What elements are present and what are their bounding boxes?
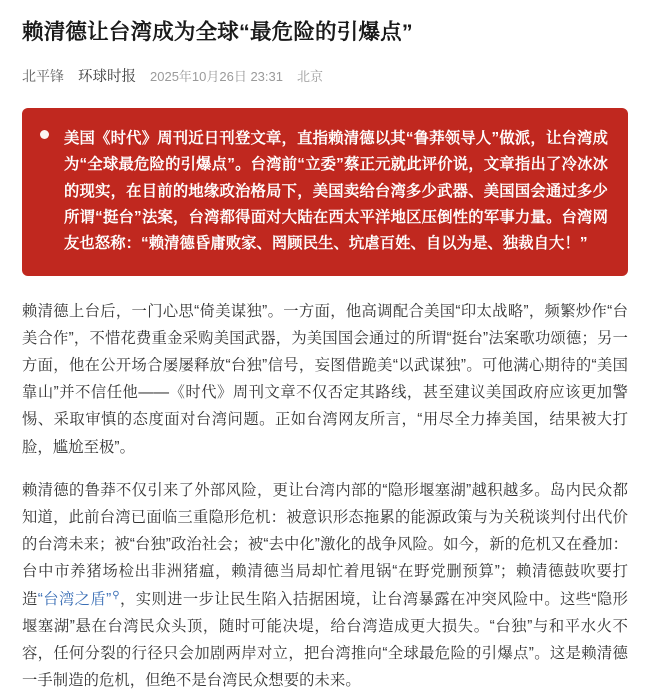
paragraph-text-part-1: 赖清德的鲁莽不仅引来了外部风险，更让台湾内部的“隐形堰塞湖”越积越多。岛内民众都知道，此前台湾已面临三重隐形危机：被意识形态拖累的能源政策与为关税谈判付出代价的台湾未来；被“台独”政治社会；被“去中化”激化的战争风险。如今，新的危机又在叠加：台中市养猪场检出非洲猪瘟，赖清德当局却忙着甩锅“在野党删预算”；赖清德鼓吹要打造 [22,481,628,608]
byline-author: 北平锋 [22,67,64,84]
byline [22,65,628,86]
byline-location: 北京 [296,69,323,85]
bullet-dot-icon [40,130,49,139]
search-icon[interactable]: ⚲ [112,589,120,601]
highlight-callout [22,108,628,275]
paragraph-text: 赖清德上台后，一门心思“倚美谋独”。一方面，他高调配合美国“印太战略”，频繁炒作“台美合作”，不惜花费重金采购美国武器，为美国国会通过的所谓“挺台”法案歌功颂德；另一方面，他在公开场合屡屡释放“台独”信号，妄图借跪美“以武谋独”。可他满心期待的“美国靠山”并不信任他——《时代》周刊文章不仅否定其路线，甚至建议美国政府应该更加警惕、采取审慎的态度面对台湾问题。正如台湾网友所言，“用尽全力捧美国，结果被大打脸，尴尬至极”。 [22,302,628,456]
highlight-text: 美国《时代》周刊近日刊登文章，直指赖清德以其“鲁莽领导人”做派，让台湾成为“全球最危险的引爆点”。台湾前“立委”蔡正元就此评价说，文章指出了冷冰冰的现实，在目前的地缘政治格局下，美国卖给台湾多少武器、美国国会通过多少所谓“挺台”法案，台湾都得面对大陆在西太平洋地区压倒性的军事力量。台湾网友也怒称：“赖清德昏庸败家、罔顾民生、坑虐百姓、自以为是、独裁自大！” [64,130,608,253]
inline-search-link[interactable]: “台湾之盾” [37,590,112,608]
article-paragraph-2 [22,477,628,695]
article-paragraph-1 [22,298,628,461]
page-title: 赖清德让台湾成为全球“最危险的引爆点” [22,20,413,44]
byline-timestamp: 2025年10月26日 23:31 [150,69,283,85]
paragraph-text-part-2: ，实则进一步让民生陷入拮据困境，让台湾暴露在冲突风险中。这些“隐形堰塞湖”悬在台湾民众头顶，随时可能决堤，给台湾造成更大损失。“台独”与和平水火不容，任何分裂的行径只会加剧两岸对立，把台湾推向“全球最危险的引爆点”。这是赖清德一手制造的危机，但绝不是台湾民众想要的未来。 [22,590,628,690]
byline-source: 环球时报 [78,69,136,86]
